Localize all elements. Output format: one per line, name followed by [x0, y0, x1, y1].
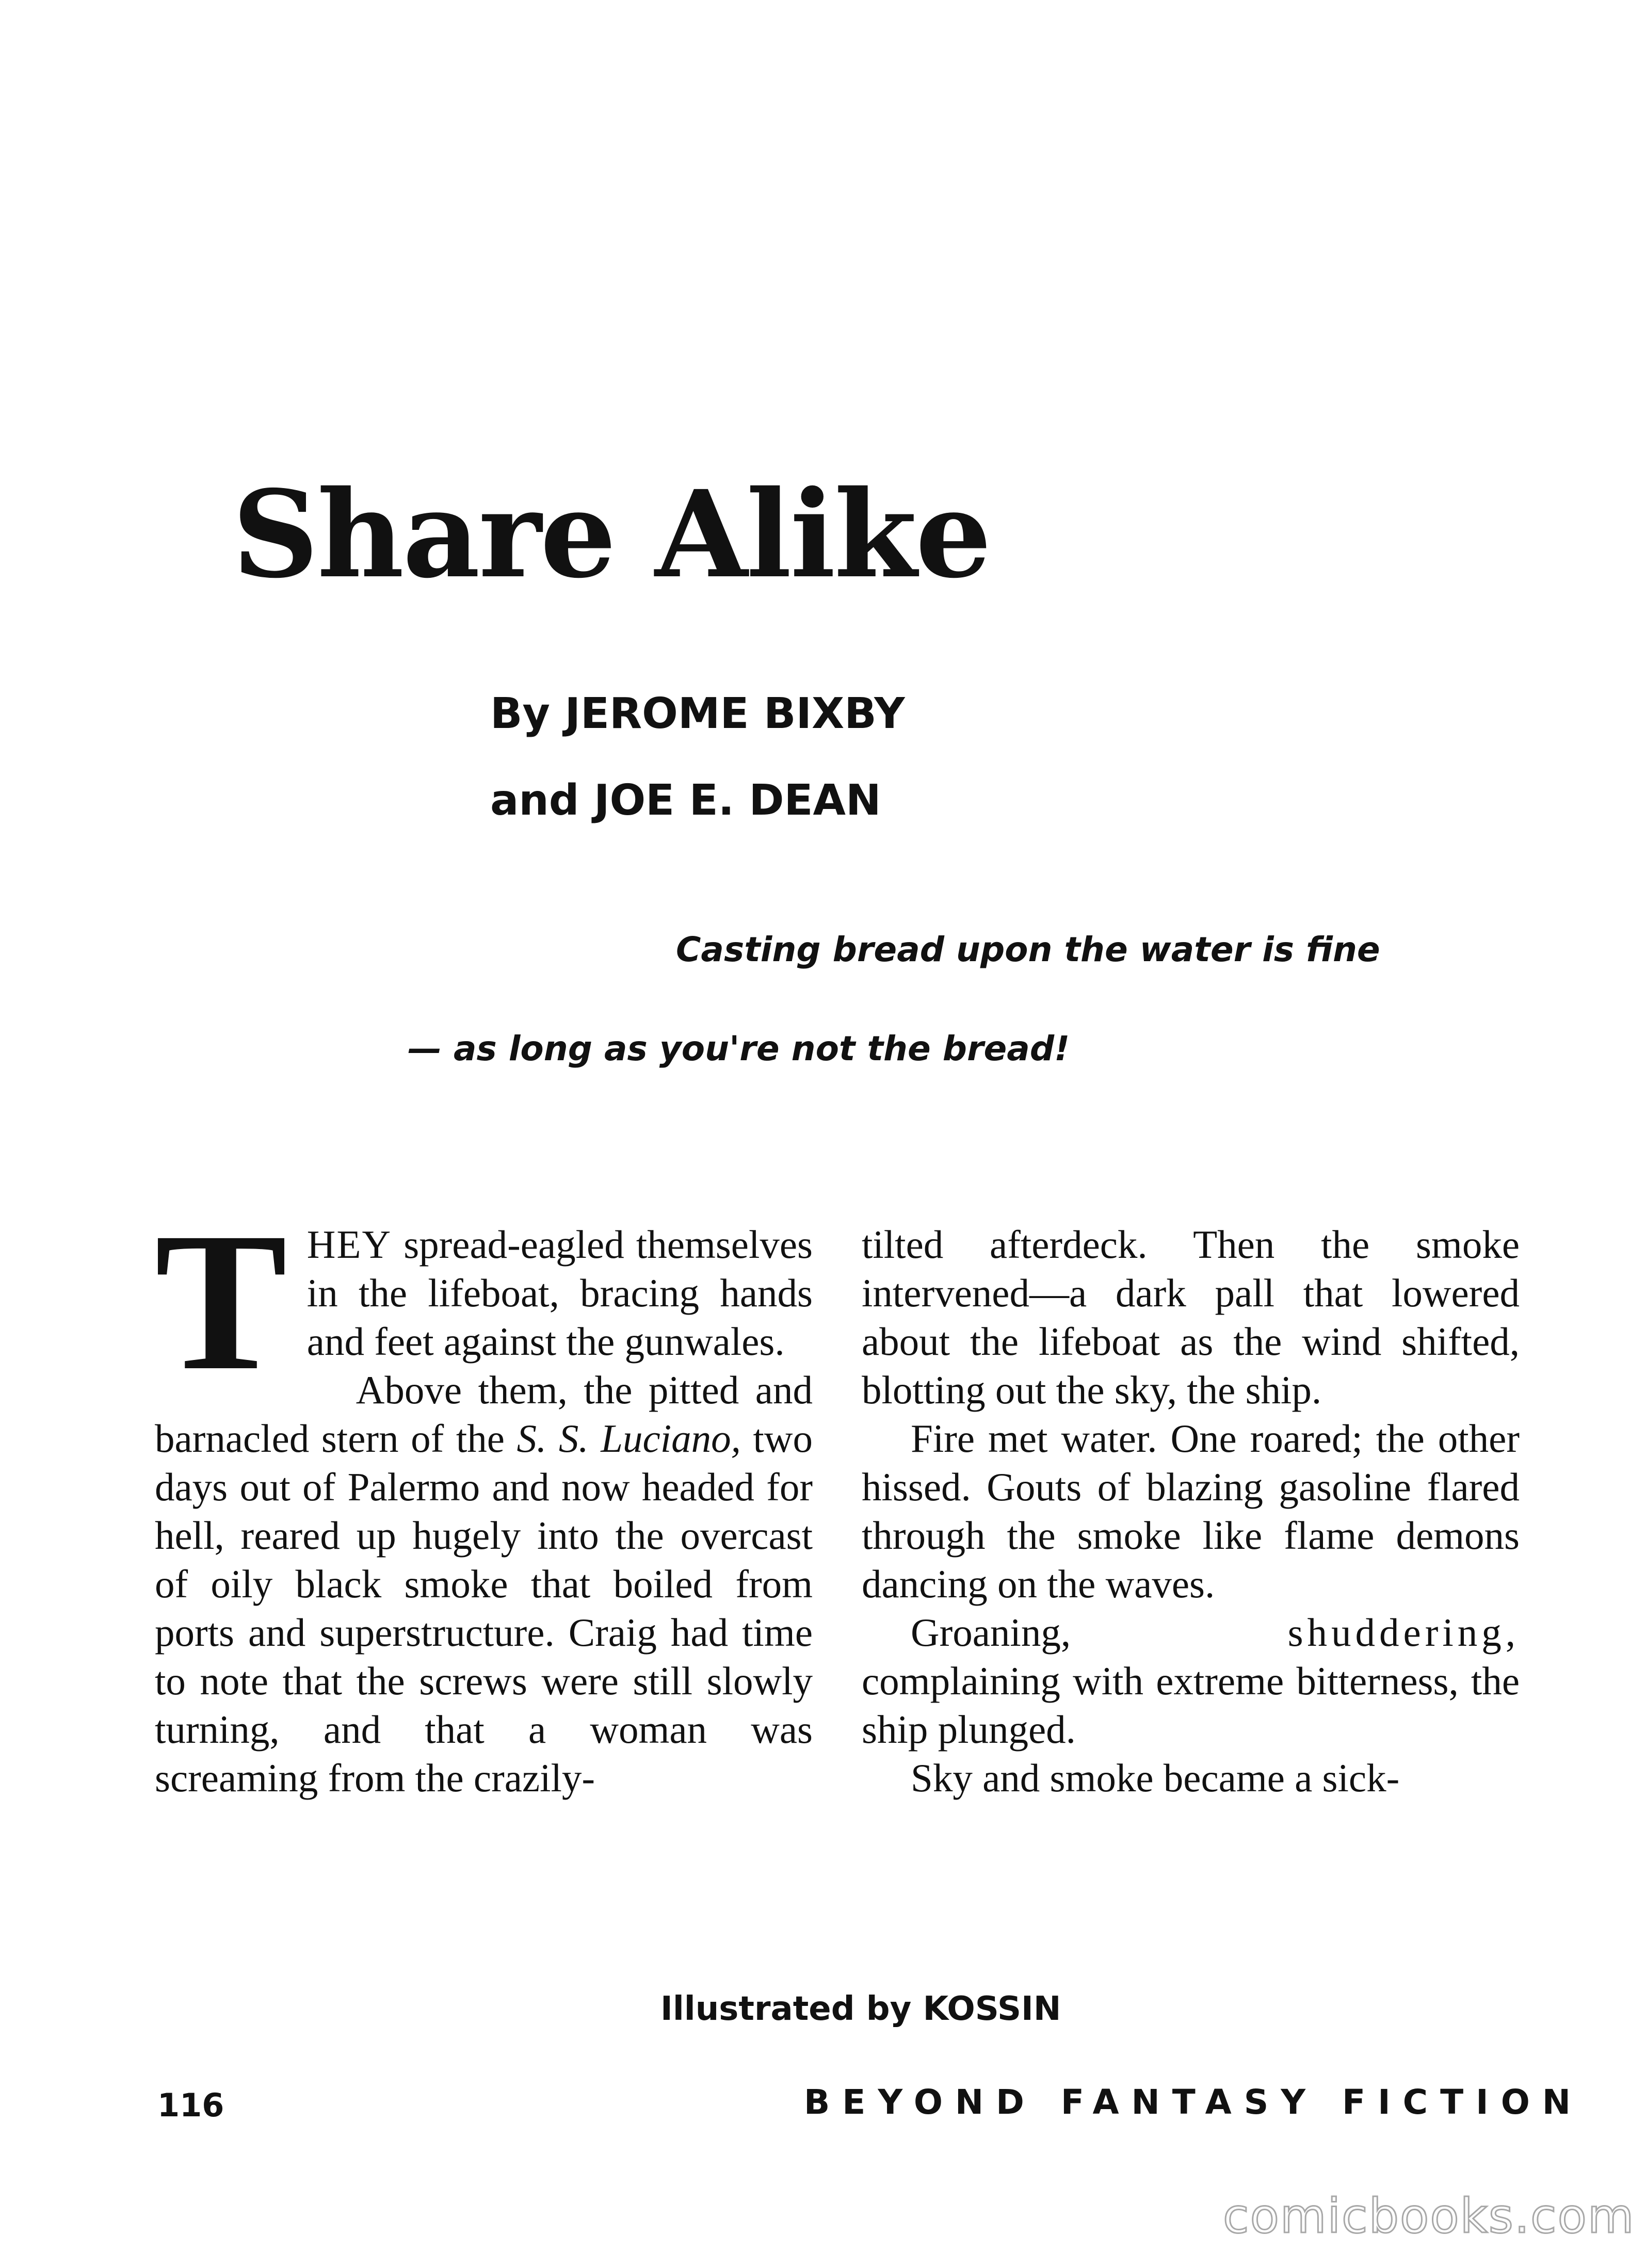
ship-name: S. S. Luciano,: [517, 1416, 741, 1461]
paragraph-text: spread-eagled themselves in the lifeboat, bracing hands and feet against the gunwales.: [306, 1222, 813, 1364]
paragraph-text: Groaning,: [911, 1610, 1071, 1655]
byline-author-2: and JOE E. DEAN: [490, 776, 881, 825]
paragraph: [155, 1192, 813, 1412]
paragraph: Sky and smoke became a sick-: [911, 1756, 1400, 1800]
paragraph: [862, 1608, 1520, 1754]
paragraph-text: Above them, the pitted and barnacled stern of the: [155, 1368, 813, 1461]
illustrator-credit: Illustrated by KOSSIN: [660, 1990, 1061, 2028]
paragraph: Fire met water. One roared; the other hissed. Gouts of blazing gasoline flared through the smoke like flame demons dancing on the waves.: [862, 1416, 1520, 1606]
drop-cap: T: [155, 1192, 287, 1412]
paragraph-text: complaining with extreme bitterness, the ship plunged.: [862, 1659, 1520, 1752]
left-column: [155, 1192, 813, 1802]
page-number: 116: [157, 2086, 224, 2124]
byline: [490, 671, 905, 844]
paragraph: tilted afterdeck. Then the smoke intervened—a dark pall that lowered about the lifeboat as the wind shifted, blotting out the sky, the ship.: [862, 1222, 1520, 1412]
spaced-word: shuddering,: [1071, 1610, 1520, 1655]
story-title: Share Alike: [232, 464, 990, 605]
watermark: comicbooks.com: [1223, 2189, 1635, 2244]
teaser-line-1: Casting bread upon the water is fine: [676, 930, 1380, 969]
teaser-line-2: — as long as you're not the bread!: [408, 1029, 1070, 1068]
paragraph-text: two days out of Palermo and now headed for hell, reared up hugely into the overcast of oily black smoke that boiled from ports and superstructure. Craig had time to note that the screws were still slowly turning, and that a woman was screaming from the crazily-: [155, 1416, 813, 1800]
byline-author-1: By JEROME BIXBY: [490, 689, 905, 738]
magazine-title: BEYOND FANTASY FICTION: [804, 2082, 1584, 2122]
paragraph: [155, 1366, 813, 1802]
right-column: [862, 1220, 1520, 1802]
opening-caps: HEY: [306, 1222, 392, 1267]
